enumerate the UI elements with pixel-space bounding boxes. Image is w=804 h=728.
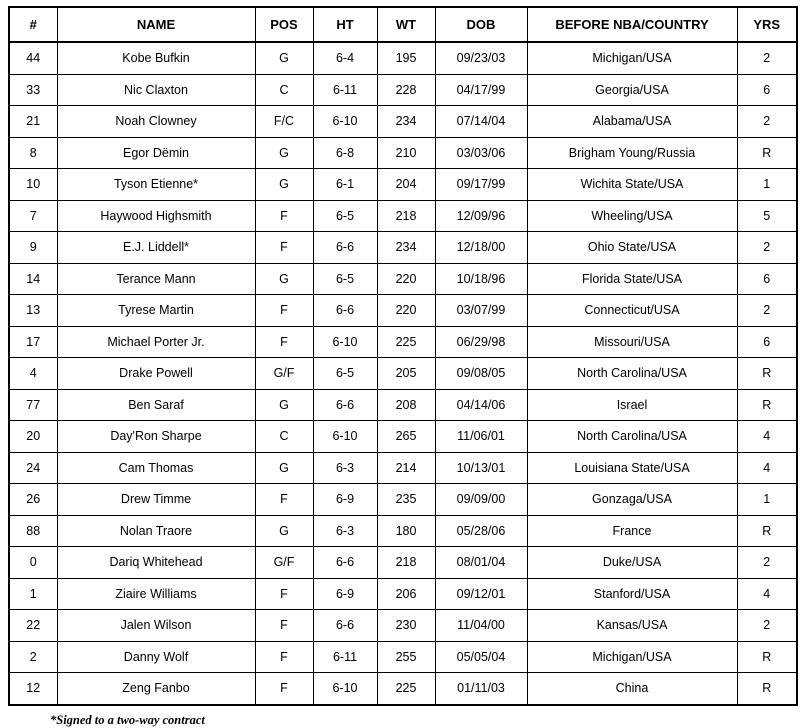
cell-ht: 6-10 [313,421,377,453]
cell-yrs: R [737,358,797,390]
table-row [9,295,797,327]
cell-dob: 09/23/03 [435,42,527,74]
cell-before-nba: Gonzaga/USA [527,484,737,516]
cell-number: 22 [9,610,57,642]
cell-pos: F [255,200,313,232]
cell-yrs: 5 [737,200,797,232]
cell-wt: 204 [377,169,435,201]
cell-name: E.J. Liddell* [57,232,255,264]
cell-yrs: R [737,515,797,547]
cell-yrs: 2 [737,42,797,74]
cell-name: Zeng Fanbo [57,673,255,705]
table-row [9,421,797,453]
table-row [9,74,797,106]
cell-dob: 03/03/06 [435,137,527,169]
cell-dob: 06/29/98 [435,326,527,358]
cell-pos: G [255,515,313,547]
cell-wt: 195 [377,42,435,74]
cell-name: Drake Powell [57,358,255,390]
cell-ht: 6-6 [313,547,377,579]
cell-pos: F [255,610,313,642]
cell-before-nba: Wheeling/USA [527,200,737,232]
cell-ht: 6-8 [313,137,377,169]
cell-yrs: R [737,137,797,169]
cell-name: Jalen Wilson [57,610,255,642]
table-row [9,484,797,516]
cell-ht: 6-6 [313,610,377,642]
cell-number: 17 [9,326,57,358]
cell-before-nba: Ohio State/USA [527,232,737,264]
cell-yrs: 6 [737,326,797,358]
cell-dob: 10/13/01 [435,452,527,484]
table-row [9,232,797,264]
cell-wt: 210 [377,137,435,169]
column-header-yrs: YRS [737,7,797,42]
cell-before-nba: Missouri/USA [527,326,737,358]
table-row [9,578,797,610]
table-row [9,673,797,705]
cell-name: Terance Mann [57,263,255,295]
cell-wt: 206 [377,578,435,610]
column-header-pos: POS [255,7,313,42]
cell-number: 9 [9,232,57,264]
cell-pos: F [255,484,313,516]
cell-ht: 6-5 [313,263,377,295]
cell-number: 20 [9,421,57,453]
cell-dob: 12/18/00 [435,232,527,264]
cell-number: 2 [9,641,57,673]
cell-yrs: 2 [737,232,797,264]
cell-pos: F [255,295,313,327]
cell-before-nba: Stanford/USA [527,578,737,610]
cell-wt: 205 [377,358,435,390]
cell-ht: 6-11 [313,641,377,673]
cell-ht: 6-11 [313,74,377,106]
cell-yrs: 2 [737,295,797,327]
cell-number: 12 [9,673,57,705]
cell-name: Nolan Traore [57,515,255,547]
cell-number: 1 [9,578,57,610]
cell-dob: 09/17/99 [435,169,527,201]
cell-wt: 214 [377,452,435,484]
cell-yrs: 2 [737,610,797,642]
cell-pos: G [255,263,313,295]
cell-yrs: 4 [737,452,797,484]
cell-number: 13 [9,295,57,327]
cell-wt: 218 [377,200,435,232]
column-header-before-nba: BEFORE NBA/COUNTRY [527,7,737,42]
column-header-wt: WT [377,7,435,42]
cell-before-nba: Brigham Young/Russia [527,137,737,169]
cell-number: 26 [9,484,57,516]
cell-ht: 6-3 [313,515,377,547]
cell-before-nba: Kansas/USA [527,610,737,642]
cell-pos: G [255,389,313,421]
cell-dob: 11/04/00 [435,610,527,642]
cell-ht: 6-9 [313,484,377,516]
cell-ht: 6-10 [313,106,377,138]
column-header-name: NAME [57,7,255,42]
table-row [9,610,797,642]
cell-dob: 09/09/00 [435,484,527,516]
header-row [9,7,797,42]
cell-before-nba: Louisiana State/USA [527,452,737,484]
cell-name: Ziaire Williams [57,578,255,610]
cell-dob: 01/11/03 [435,673,527,705]
cell-wt: 235 [377,484,435,516]
cell-ht: 6-3 [313,452,377,484]
cell-before-nba: Alabama/USA [527,106,737,138]
cell-pos: G [255,42,313,74]
cell-wt: 180 [377,515,435,547]
column-header-dob: DOB [435,7,527,42]
cell-number: 4 [9,358,57,390]
cell-dob: 10/18/96 [435,263,527,295]
cell-number: 0 [9,547,57,579]
cell-ht: 6-6 [313,295,377,327]
cell-number: 88 [9,515,57,547]
cell-yrs: 4 [737,421,797,453]
cell-yrs: 1 [737,484,797,516]
cell-before-nba: Duke/USA [527,547,737,579]
cell-name: Nic Claxton [57,74,255,106]
cell-pos: C [255,421,313,453]
cell-name: Day'Ron Sharpe [57,421,255,453]
cell-wt: 208 [377,389,435,421]
cell-yrs: 1 [737,169,797,201]
cell-ht: 6-9 [313,578,377,610]
cell-wt: 230 [377,610,435,642]
cell-before-nba: Israel [527,389,737,421]
cell-before-nba: Florida State/USA [527,263,737,295]
cell-wt: 220 [377,263,435,295]
cell-dob: 09/08/05 [435,358,527,390]
cell-before-nba: Michigan/USA [527,641,737,673]
table-row [9,358,797,390]
cell-number: 21 [9,106,57,138]
cell-wt: 234 [377,106,435,138]
table-row [9,389,797,421]
cell-ht: 6-5 [313,200,377,232]
cell-wt: 228 [377,74,435,106]
cell-name: Drew Timme [57,484,255,516]
cell-wt: 220 [377,295,435,327]
cell-before-nba: France [527,515,737,547]
cell-pos: C [255,74,313,106]
cell-ht: 6-4 [313,42,377,74]
cell-wt: 234 [377,232,435,264]
cell-name: Haywood Highsmith [57,200,255,232]
cell-wt: 255 [377,641,435,673]
cell-ht: 6-6 [313,389,377,421]
cell-pos: G/F [255,547,313,579]
cell-dob: 11/06/01 [435,421,527,453]
cell-name: Cam Thomas [57,452,255,484]
cell-dob: 05/28/06 [435,515,527,547]
cell-number: 7 [9,200,57,232]
cell-name: Tyson Etienne* [57,169,255,201]
cell-number: 8 [9,137,57,169]
cell-pos: F [255,673,313,705]
cell-dob: 09/12/01 [435,578,527,610]
cell-dob: 07/14/04 [435,106,527,138]
cell-ht: 6-10 [313,673,377,705]
cell-dob: 03/07/99 [435,295,527,327]
cell-yrs: 2 [737,106,797,138]
cell-name: Dariq Whitehead [57,547,255,579]
cell-pos: F [255,232,313,264]
table-header [9,7,797,42]
cell-pos: F [255,326,313,358]
table-row [9,547,797,579]
cell-wt: 218 [377,547,435,579]
cell-pos: F/C [255,106,313,138]
cell-before-nba: Georgia/USA [527,74,737,106]
cell-number: 24 [9,452,57,484]
cell-name: Ben Saraf [57,389,255,421]
cell-before-nba: North Carolina/USA [527,421,737,453]
cell-pos: G [255,137,313,169]
cell-before-nba: Wichita State/USA [527,169,737,201]
cell-yrs: 4 [737,578,797,610]
cell-before-nba: China [527,673,737,705]
cell-yrs: 6 [737,74,797,106]
cell-name: Kobe Bufkin [57,42,255,74]
cell-name: Tyrese Martin [57,295,255,327]
cell-before-nba: North Carolina/USA [527,358,737,390]
table-row [9,137,797,169]
cell-ht: 6-5 [313,358,377,390]
table-row [9,42,797,74]
cell-name: Egor Dëmin [57,137,255,169]
cell-pos: F [255,578,313,610]
cell-dob: 05/05/04 [435,641,527,673]
cell-before-nba: Connecticut/USA [527,295,737,327]
cell-yrs: R [737,673,797,705]
table-row [9,326,797,358]
table-row [9,641,797,673]
column-header-ht: HT [313,7,377,42]
table-body [9,42,797,705]
cell-number: 10 [9,169,57,201]
cell-number: 77 [9,389,57,421]
table-row [9,515,797,547]
cell-yrs: R [737,389,797,421]
cell-dob: 08/01/04 [435,547,527,579]
cell-wt: 225 [377,326,435,358]
cell-name: Michael Porter Jr. [57,326,255,358]
cell-dob: 04/17/99 [435,74,527,106]
cell-number: 33 [9,74,57,106]
roster-table [8,6,798,706]
cell-dob: 12/09/96 [435,200,527,232]
cell-wt: 265 [377,421,435,453]
table-row [9,106,797,138]
footnote-two-way-contract: *Signed to a two-way contract [50,712,205,727]
table-row [9,452,797,484]
cell-pos: F [255,641,313,673]
cell-pos: G/F [255,358,313,390]
cell-before-nba: Michigan/USA [527,42,737,74]
cell-pos: G [255,169,313,201]
cell-number: 44 [9,42,57,74]
cell-ht: 6-10 [313,326,377,358]
cell-ht: 6-1 [313,169,377,201]
cell-yrs: 6 [737,263,797,295]
cell-pos: G [255,452,313,484]
cell-wt: 225 [377,673,435,705]
cell-dob: 04/14/06 [435,389,527,421]
cell-ht: 6-6 [313,232,377,264]
cell-number: 14 [9,263,57,295]
cell-yrs: 2 [737,547,797,579]
cell-name: Danny Wolf [57,641,255,673]
column-header-number: # [9,7,57,42]
table-row [9,263,797,295]
cell-name: Noah Clowney [57,106,255,138]
table-row [9,169,797,201]
table-row [9,200,797,232]
cell-yrs: R [737,641,797,673]
